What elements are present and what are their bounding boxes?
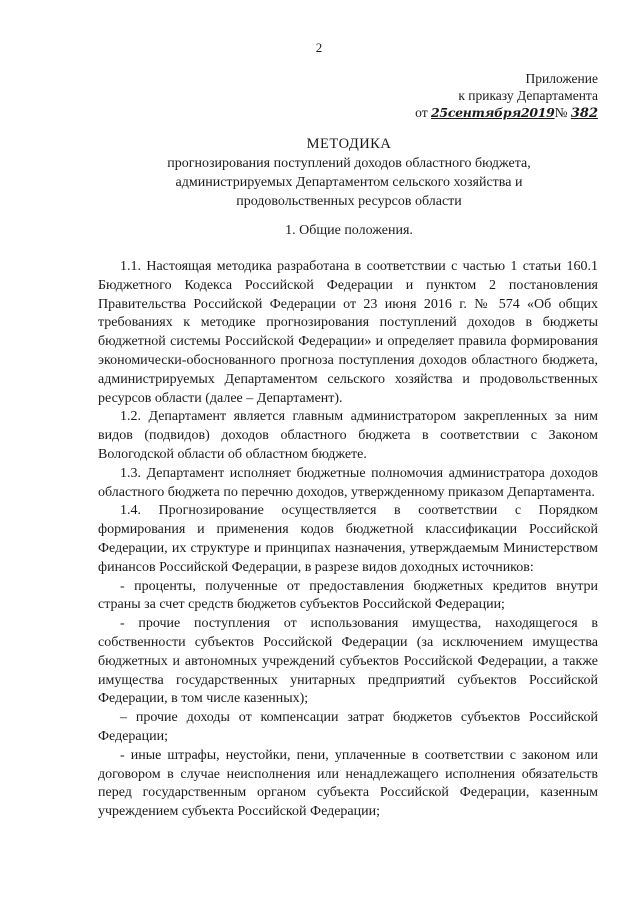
appendix-number-sign: № xyxy=(554,105,568,120)
section-heading: 1. Общие положения. xyxy=(285,223,413,238)
paragraph-1-1: 1.1. Настоящая методика разработана в соответствии с частью 1 статьи 160.1 Бюджетного Кодекса Российской Федерации и пунктом 2 постановления Правительства Российской Федерации от 23 июня 2016 г. № 574 «Об общих требованиях к методике прогнозирования поступлений доходов в бюджеты бюджетной системы Российской Федерации» и определяет правила формирования экономически-обоснованного прогноза поступления доходов областного бюджета, администрируемых Департаментом сельского хозяйства и продовольственных ресурсов области (далее – Департамент). xyxy=(98,259,598,406)
list-item-cost-compensation: – прочие доходы от компенсации затрат бюджетов субъектов Российской Федерации; xyxy=(98,710,598,744)
list-item-fines: - иные штрафы, неустойки, пени, уплаченные в соответствии с законом или договором в случае неисполнения или ненадлежащего исполнения обязательств перед государственным органом субъекта Российской Федерации, казенным учреждением субъекта Российской Федерации; xyxy=(98,747,598,820)
document-subtitle-line-2: администрируемых Департаментом сельского хозяйства и xyxy=(175,175,523,190)
paragraph-1-2: 1.2. Департамент является главным администратором закрепленных за ним видов (подвидов) доходов областного бюджета в соответствии с Законом Вологодской области об областном бюджете. xyxy=(98,409,598,462)
appendix-order-ref: к приказу Департамента xyxy=(458,88,598,103)
document-subtitle-line-3: продовольственных ресурсов области xyxy=(236,194,462,209)
paragraph-1-4: 1.4. Прогнозирование осуществляется в соответствии с Порядком формирования и применения кодов бюджетной классификации Российской Федерации, их структуре и принципах назначения, утверждаемым Министерством финансов Российской Федерации, в разрезе видов доходных источников: xyxy=(98,503,598,575)
page-number: 2 xyxy=(315,40,323,55)
document-title: МЕТОДИКА xyxy=(306,136,392,152)
appendix-block xyxy=(415,70,598,122)
list-item-interest: - проценты, полученные от предоставления бюджетных кредитов внутри страны за счет средств бюджетов субъектов Российской Федерации; xyxy=(98,578,598,613)
handwritten-date: 25сентября2019 xyxy=(431,105,555,120)
handwritten-order-number: 382 xyxy=(570,106,598,121)
paragraph-1-3: 1.3. Департамент исполняет бюджетные полномочия администратора доходов областного бюджета по перечню доходов, утвержденному приказом Департамента. xyxy=(98,465,598,500)
list-item-property-income: - прочие поступления от использования имущества, находящегося в собственности субъектов Российской Федерации (за исключением имущества бюджетных и автономных учреждений субъектов Российской Федерации, а также имущества государственных унитарных предприятий субъектов Российской Федерации, в том числе казенных); xyxy=(98,616,598,707)
appendix-title: Приложение xyxy=(525,71,598,86)
appendix-date-line xyxy=(415,104,598,122)
document-body xyxy=(98,258,598,822)
document-subtitle-line-1: прогнозирования поступлений доходов областного бюджета, xyxy=(167,156,531,171)
appendix-date-prefix: от xyxy=(415,105,428,120)
document-title-block xyxy=(100,135,598,211)
